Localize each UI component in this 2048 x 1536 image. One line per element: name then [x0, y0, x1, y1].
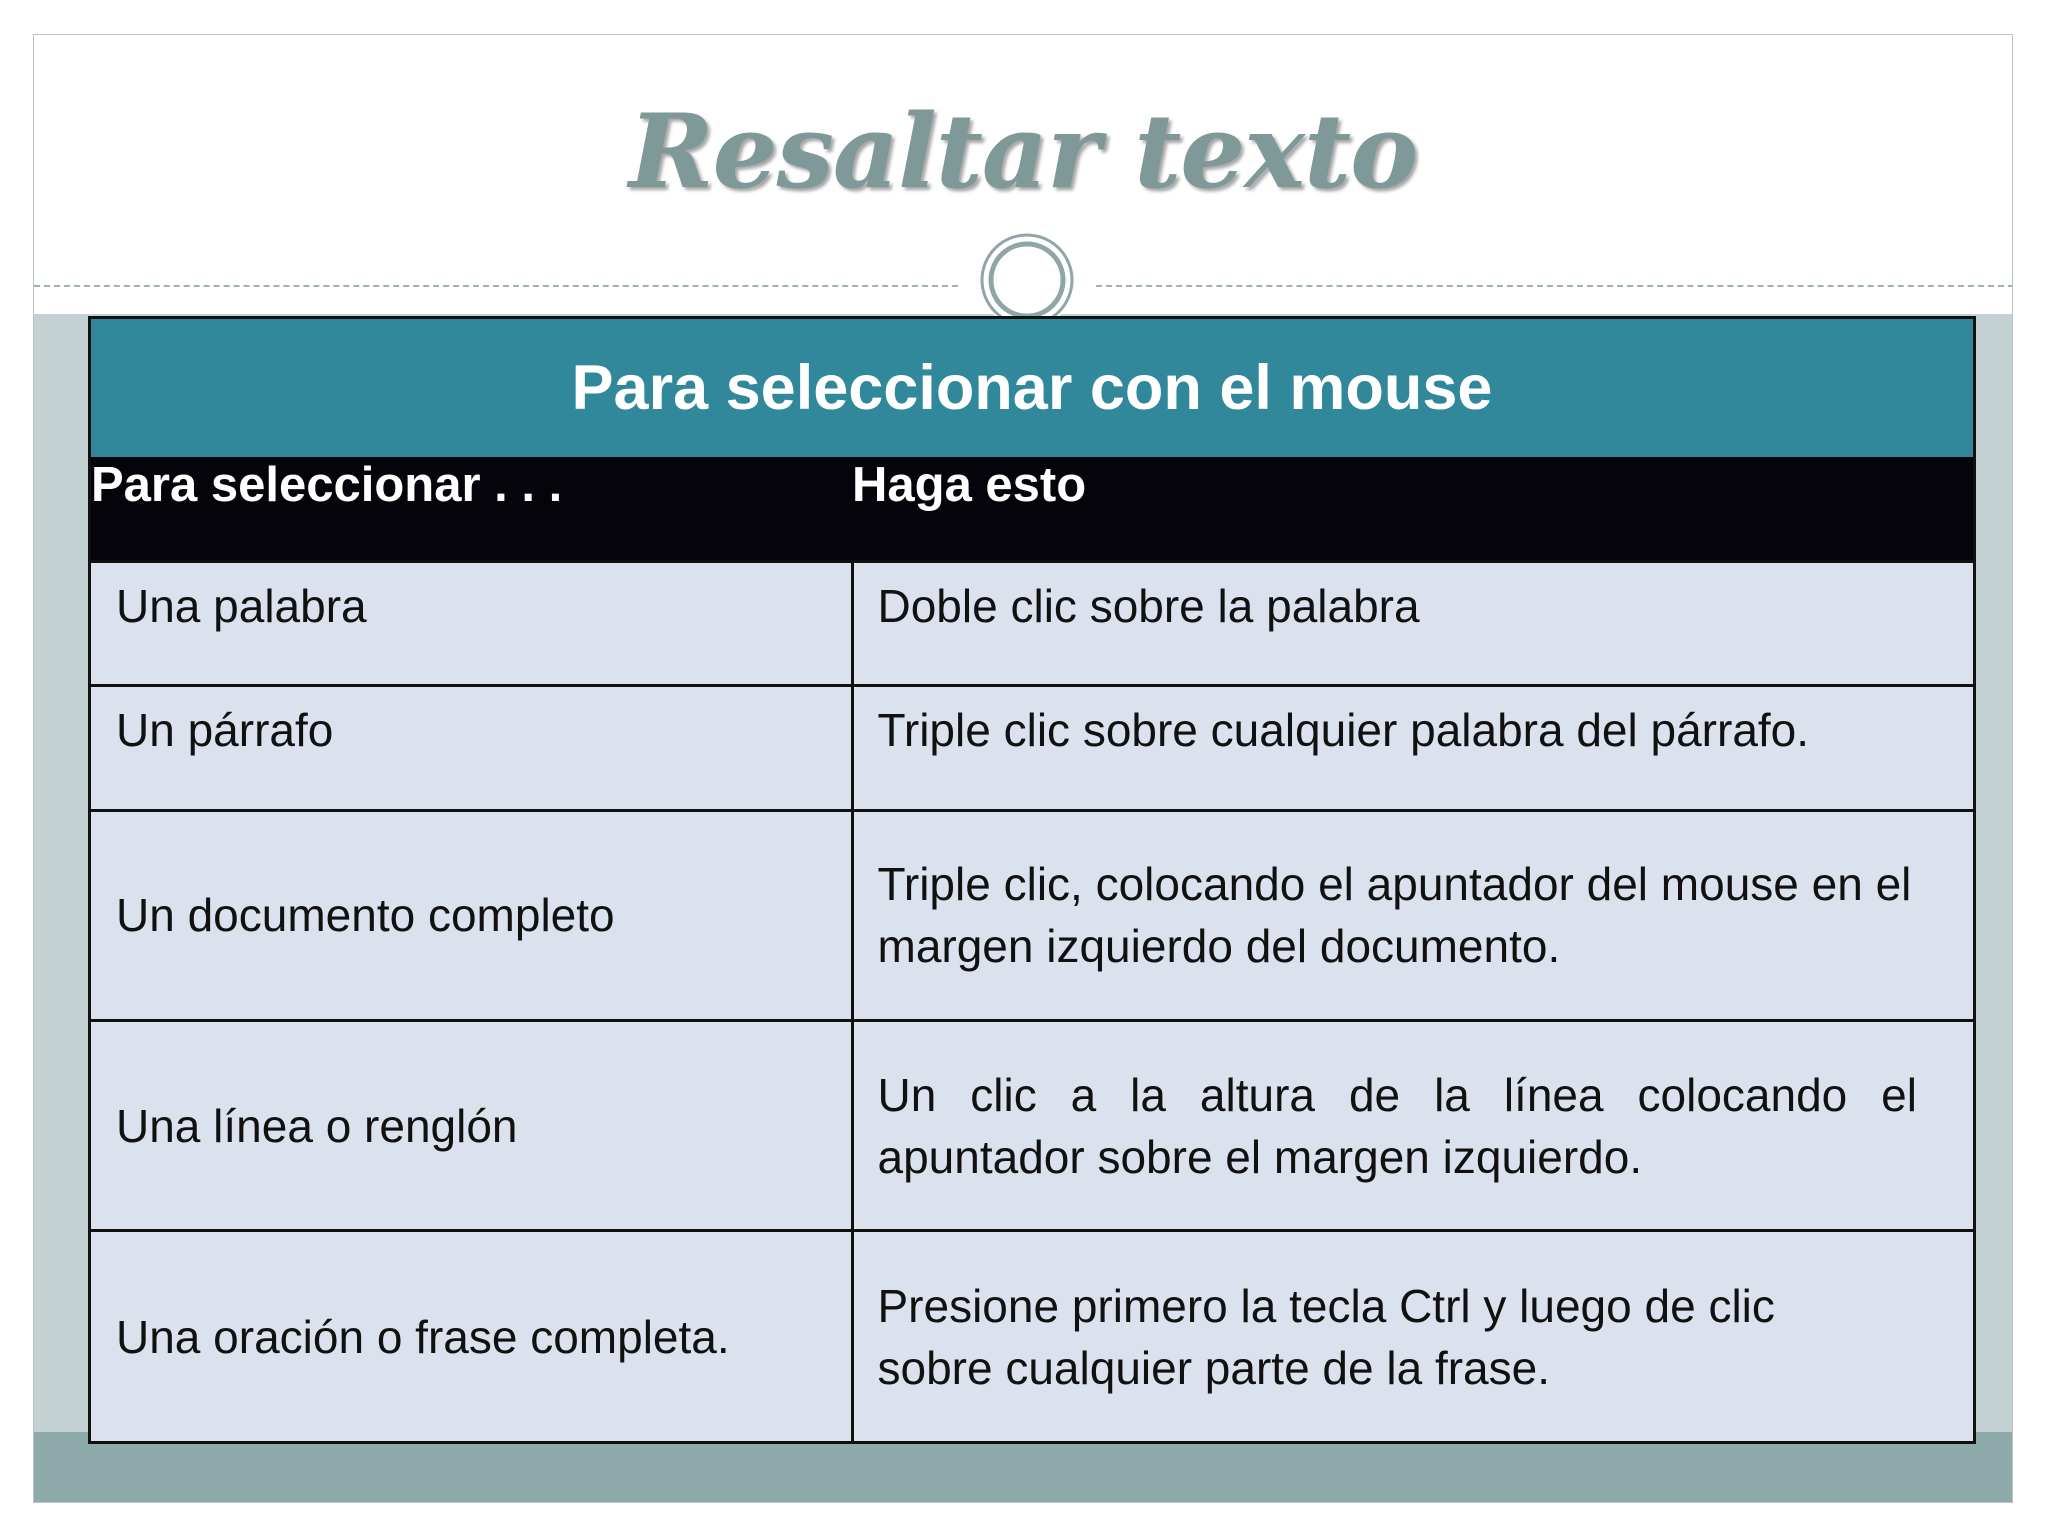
cell-action: Doble clic sobre la palabra: [852, 561, 1973, 685]
column-header-action: Haga esto: [852, 457, 1973, 561]
table-row: [91, 685, 1973, 810]
table-title: Para seleccionar con el mouse: [91, 319, 1973, 457]
slide-title: Resaltar texto: [628, 92, 1418, 212]
divider-line-right: [1096, 285, 2013, 287]
selection-table: [88, 316, 1976, 1444]
table-title-row: [91, 319, 1973, 457]
cell-action: Presione primero la tecla Ctrl y luego de clic sobre cualquier parte de la frase.: [852, 1231, 1973, 1441]
divider-line-left: [34, 285, 958, 287]
table-row: [91, 810, 1973, 1020]
cell-select-item: Una oración o frase completa.: [91, 1231, 852, 1441]
cell-select-item: Un documento completo: [91, 810, 852, 1020]
cell-select-item: Un párrafo: [91, 685, 852, 810]
table-row: [91, 561, 1973, 685]
cell-action: Triple clic, colocando el apuntador del mouse en el margen izquierdo del documento.: [852, 810, 1973, 1020]
table-row: [91, 1021, 1973, 1231]
cell-action: Triple clic sobre cualquier palabra del párrafo.: [852, 685, 1973, 810]
cell-select-item: Una palabra: [91, 561, 852, 685]
table-row: [91, 1231, 1973, 1441]
cell-action: Un clic a la altura de la línea colocando el apuntador sobre el margen izquierdo.: [852, 1021, 1973, 1231]
ring-ornament-icon: [977, 230, 1077, 330]
cell-select-item: Una línea o renglón: [91, 1021, 852, 1231]
selection-table-grid: [91, 319, 1973, 1441]
column-header-select: Para seleccionar . . .: [91, 457, 852, 561]
table-header-row: [91, 457, 1973, 561]
